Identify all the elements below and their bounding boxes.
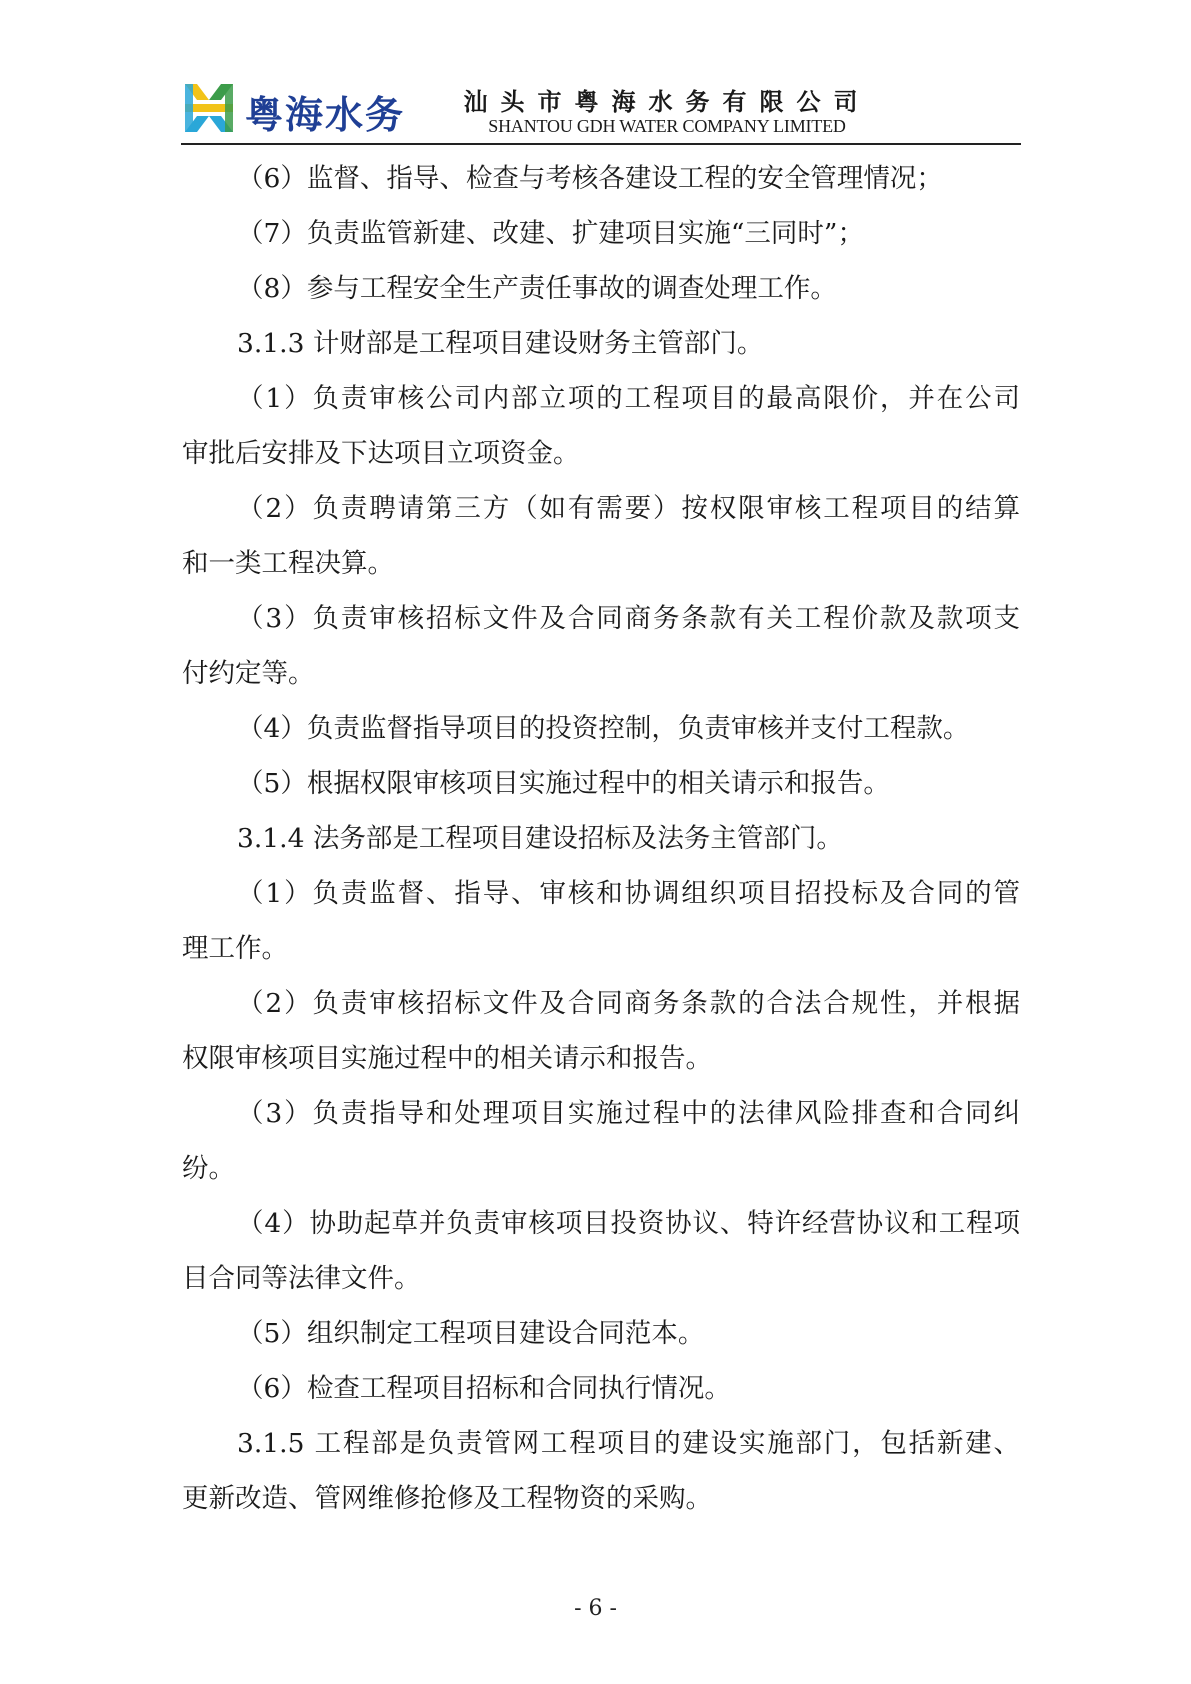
page-header xyxy=(183,78,1019,144)
paragraph-line: （4）负责监督指导项目的投资控制，负责审核并支付工程款。 xyxy=(237,713,970,744)
paragraph-line: （3）负责审核招标文件及合同商务条款有关工程价款及款项支 xyxy=(237,603,1020,634)
page-number: - 6 - xyxy=(574,1596,617,1621)
paragraph-line: （6）检查工程项目招标和合同执行情况。 xyxy=(237,1373,731,1404)
paragraph-line: （4）协助起草并负责审核项目投资协议、特许经营协议和工程项 xyxy=(237,1208,1020,1239)
paragraph-line: （1）负责监督、指导、审核和协调组织项目招投标及合同的管 xyxy=(237,878,1020,909)
header-divider xyxy=(181,143,1021,145)
paragraph-line: （7）负责监管新建、改建、扩建项目实施“三同时”； xyxy=(237,218,864,249)
gdh-logo-icon xyxy=(183,80,235,136)
paragraph-line: 权限审核项目实施过程中的相关请示和报告。 xyxy=(182,1043,712,1074)
paragraph-line: （5）根据权限审核项目实施过程中的相关请示和报告。 xyxy=(237,768,890,799)
paragraph-line: （5）组织制定工程项目建设合同范本。 xyxy=(237,1318,705,1349)
logo-text: 粤海水务 xyxy=(245,93,406,137)
section-heading: 3.1.5 工程部是负责管网工程项目的建设实施部门，包括新建、 xyxy=(237,1428,1020,1459)
paragraph-line: 审批后安排及下达项目立项资金。 xyxy=(182,438,580,469)
paragraph-line: 更新改造、管网维修抢修及工程物资的采购。 xyxy=(182,1483,712,1514)
paragraph-line: 目合同等法律文件。 xyxy=(182,1263,421,1294)
paragraph-line: （3）负责指导和处理项目实施过程中的法律风险排查和合同纠 xyxy=(237,1098,1020,1129)
paragraph-line: （1）负责审核公司内部立项的工程项目的最高限价，并在公司 xyxy=(237,383,1020,414)
paragraph-line: （6）监督、指导、检查与考核各建设工程的安全管理情况； xyxy=(237,163,943,194)
paragraph-line: 和一类工程决算。 xyxy=(182,548,394,579)
section-heading: 3.1.4 法务部是工程项目建设招标及法务主管部门。 xyxy=(237,823,843,854)
paragraph-line: 纷。 xyxy=(182,1153,235,1184)
company-name-en: SHANTOU GDH WATER COMPANY LIMITED xyxy=(488,116,846,136)
document-body xyxy=(182,160,1020,1535)
paragraph-line: （2）负责审核招标文件及合同商务条款的合法合规性，并根据 xyxy=(237,988,1020,1019)
paragraph-line: 理工作。 xyxy=(182,933,288,964)
company-name-cn: 汕头市粤海水务有限公司 xyxy=(463,88,871,116)
section-heading: 3.1.3 计财部是工程项目建设财务主管部门。 xyxy=(237,328,764,359)
paragraph-line: （2）负责聘请第三方（如有需要）按权限审核工程项目的结算 xyxy=(237,493,1020,524)
paragraph-line: 付约定等。 xyxy=(182,658,315,689)
paragraph-line: （8）参与工程安全生产责任事故的调查处理工作。 xyxy=(237,273,837,304)
